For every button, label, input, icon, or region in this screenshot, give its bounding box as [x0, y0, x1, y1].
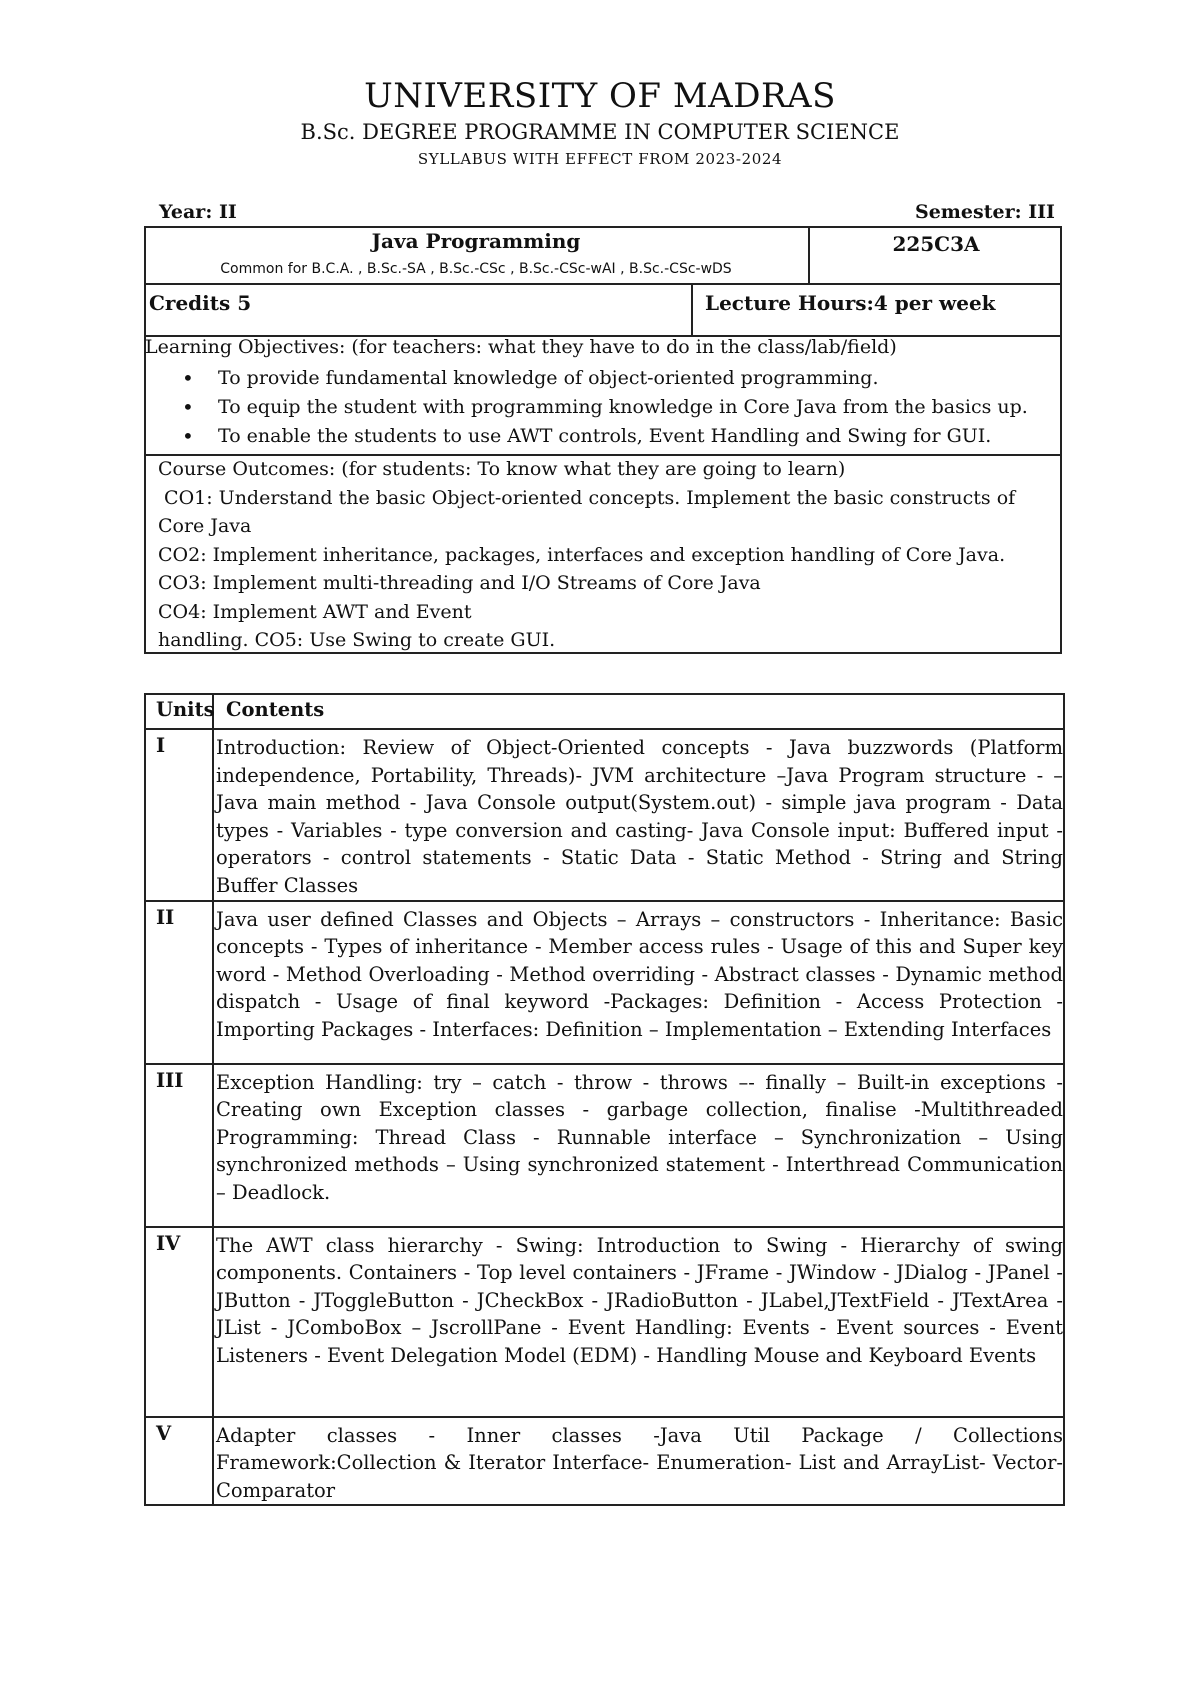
list-item: • To enable the students to use AWT controls, Event Handling and Swing for GUI. — [150, 422, 1028, 451]
unit-number: V — [145, 1417, 213, 1506]
course-outcomes-line: CO1: Understand the basic Object-oriented concepts. Implement the basic constructs of — [158, 486, 1016, 509]
unit-contents: The AWT class hierarchy - Swing: Introduction to Swing - Hierarchy of swing components. Containers - Top level containers - JFrame - JWindow - JDialog - JPanel - JButton - JToggleButton - JCheckBox - JRadioButton - JLabel,JTextField - JTextArea - JList - JComboBox – JscrollPane - Event Handling: Events - Event sources - Event Listeners - Event Delegation Model (EDM) - Handling Mouse and Keyboard Events — [213, 1227, 1064, 1417]
unit-number: I — [145, 729, 213, 901]
course-title: Java Programming — [371, 229, 581, 253]
table-row — [145, 1227, 1064, 1417]
unit-contents: Adapter classes - Inner classes -Java Util Package / Collections Framework:Collection & Iterator Interface- Enumeration- List and ArrayList- Vector- Comparator — [213, 1417, 1064, 1506]
learning-objectives-list — [150, 364, 1028, 451]
common-for: Common for B.C.A. , B.Sc.-SA , B.Sc.-CSc , B.Sc.-CSc-wAI , B.Sc.-CSc-wDS — [220, 261, 732, 277]
learning-objectives-title: Learning Objectives: (for teachers: what they have to do in the class/lab/field) — [145, 336, 897, 358]
credits: Credits 5 — [149, 291, 252, 315]
lecture-hours: Lecture Hours:4 per week — [705, 291, 996, 315]
university-title: UNIVERSITY OF MADRAS — [364, 76, 836, 116]
units-table — [144, 693, 1065, 1506]
programme-title: B.Sc. DEGREE PROGRAMME IN COMPUTER SCIENCE — [300, 120, 900, 144]
table-row — [145, 729, 1064, 901]
semester-label: Semester: III — [915, 201, 1055, 223]
unit-contents: Java user defined Classes and Objects – Arrays – constructors - Inheritance: Basic concepts - Types of inheritance - Member access rules - Usage of this and Super key word - Method Overloading - Method overriding - Abstract classes - Dynamic method dispatch - Usage of final keyword -Packages: Definition - Access Protection - Importing Packages - Interfaces: Definition – Implementation – Extending Interfaces — [213, 901, 1064, 1064]
syllabus-effective: SYLLABUS WITH EFFECT FROM 2023-2024 — [417, 150, 783, 168]
course-code: 225C3A — [892, 232, 980, 256]
course-outcomes-line: CO2: Implement inheritance, packages, interfaces and exception handling of Core Java. — [158, 543, 1006, 566]
course-outcomes-line: CO4: Implement AWT and Event — [158, 600, 472, 623]
unit-contents: Exception Handling: try – catch - throw - throws –- finally – Built-in exceptions - Creating own Exception classes - garbage collection, finalise -Multithreaded Programming: Thread Class - Runnable interface – Synchronization – Using synchronized methods – Using synchronized statement - Interthread Communication – Deadlock. — [213, 1064, 1064, 1227]
unit-number: III — [145, 1064, 213, 1227]
divider — [144, 283, 1062, 285]
unit-number: II — [145, 901, 213, 1064]
course-outcomes-line: Course Outcomes: (for students: To know what they are going to learn) — [158, 458, 846, 480]
course-outcomes-line: handling. CO5: Use Swing to create GUI. — [158, 629, 556, 651]
unit-contents: Introduction: Review of Object-Oriented concepts - Java buzzwords (Platform independence, Portability, Threads)- JVM architecture –Java Program structure - – Java main method - Java Console output(System.out) - simple java program - Data types - Variables - type conversion and casting- Java Console input: Buffered input - operators - control statements - Static Data - Static Method - String and String Buffer Classes — [213, 729, 1064, 901]
course-outcomes-line: CO3: Implement multi-threading and I/O Streams of Core Java — [158, 572, 761, 594]
list-item: • To equip the student with programming knowledge in Core Java from the basics up. — [150, 393, 1028, 422]
table-row — [145, 1064, 1064, 1227]
table-row — [145, 1417, 1064, 1506]
table-row — [145, 901, 1064, 1064]
unit-number: IV — [145, 1227, 213, 1417]
course-outcomes-line: Core Java — [158, 515, 252, 537]
divider — [691, 283, 693, 336]
course-outcomes — [158, 455, 1038, 655]
table-header-row — [145, 694, 1064, 729]
units-header: Units — [145, 694, 213, 729]
list-item: • To provide fundamental knowledge of object-oriented programming. — [150, 364, 1028, 393]
contents-header: Contents — [213, 694, 1064, 729]
year-label: Year: II — [159, 201, 237, 223]
